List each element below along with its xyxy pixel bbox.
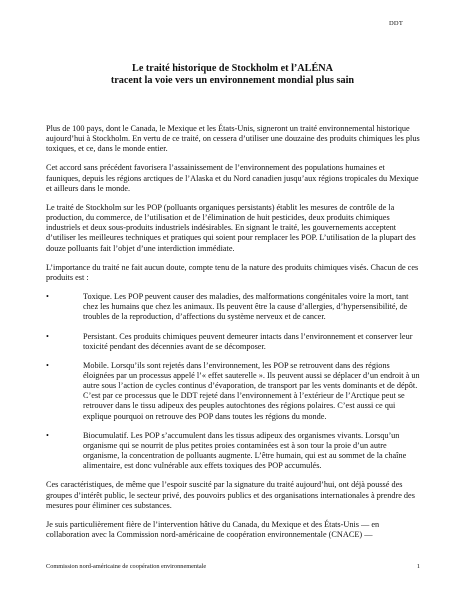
bullet-icon: • <box>46 430 49 440</box>
document-code: DDT <box>389 20 403 27</box>
page-number: 1 <box>416 563 420 570</box>
page-footer <box>46 563 420 570</box>
document-title <box>0 63 465 87</box>
title-line-2: tracent la voie vers un environnement mondial plus sain <box>110 75 355 86</box>
list-item-text: Biocumulatif. Les POP s’accumulent dans les tissus adipeux des organismes vivants. Lorsqu’un organisme qui se nourrit de plus petites proies contaminées est à son tour la proie d’un autre organisme, la concentration de polluants augmente. L’être humain, qui est au sommet de la chaîne alimentaire, est donc vulnérable aux effets toxiques des POP accumulés. <box>83 430 407 471</box>
list-item-text: Mobile. Lorsqu’ils sont rejetés dans l’environnement, les POP se retrouvent dans des régions éloignées par un processus appelé l’« effet sauterelle ». Ils peuvent aussi se déplacer d’un endroit à un autre sous l’action de cycles continus d’évaporation, de transport par les vents dominants et de dépôt. C’est par ce processus que le DDT rejeté dans l’environnement à l’extérieur de l’Arctique peut se retrouver dans le tissu adipeux des peuples autochtones des régions polaires. C’est aussi ce qui explique pourquoi on retrouve des POP dans toutes les régions du monde. <box>83 360 420 421</box>
paragraph-intervention: Je suis particulièrement fière de l’intervention hâtive du Canada, du Mexique et des États-Unis — en collaboration avec la Commission nord-américaine de coopération environnementale (CNACE) — <box>46 519 380 539</box>
list-item-toxic <box>46 292 420 322</box>
paragraph-treaty-measures: Le traité de Stockholm sur les POP (polluants organiques persistants) établit les mesures de contrôle de la production, du commerce, de l’utilisation et de l’élimination de huit pesticides, deux produits chimiques industriels et deux sous-produits industriels indésirables. En signant le traité, les gouvernements acceptent d’utiliser les meilleures techniques et pratiques qui soient pour remplacer les POP. L’utilisation de la plupart des douze polluants fait l’objet d’une interdiction immédiate. <box>46 202 416 253</box>
paragraph-characteristics: Ces caractéristiques, de même que l’espoir suscité par la signature du traité aujourd’hui, ont déjà poussé des groupes d’intérêt public, le secteur privé, des pouvoirs publics et des organisations internationales à prendre des mesures pour éliminer ces substances. <box>46 480 415 510</box>
paragraph-intro: Plus de 100 pays, dont le Canada, le Mexique et les États-Unis, signeront un traité environnemental historique aujourd’hui à Stockholm. En vertu de ce traité, on cessera d’utiliser une douzaine des produits chimiques les plus toxiques, et ce, dans le monde entier. <box>46 124 420 154</box>
bullet-icon: • <box>46 331 49 341</box>
paragraph-accord: Cet accord sans précédent favorisera l’assainissement de l’environnement des populations humaines et fauniques, depuis les régions arctiques de l’Alaska et du Nord canadien jusqu’aux régions tropicales du Mexique et ailleurs dans le monde. <box>46 163 419 193</box>
chemical-properties-list <box>46 292 420 471</box>
footer-organization: Commission nord-américaine de coopération environnementale <box>46 563 207 570</box>
bullet-icon: • <box>46 292 49 302</box>
bullet-icon: • <box>46 360 49 370</box>
list-item-text: Persistant. Ces produits chimiques peuvent demeurer intacts dans l’environnement et conserver leur toxicité pendant des décennies avant de se décomposer. <box>83 331 413 351</box>
paragraph-importance: L’importance du traité ne fait aucun doute, compte tenu de la nature des produits chimiques visés. Chacun de ces produits est : <box>46 262 419 282</box>
list-item-bioaccumulative <box>46 431 420 472</box>
title-line-1: Le traité historique de Stockholm et l’ALÉNA <box>132 63 333 74</box>
list-item-text: Toxique. Les POP peuvent causer des maladies, des malformations congénitales voire la mort, tant chez les humains que chez les animaux. Ils peuvent être la cause d’allergies, d’hypersensibilité, de troubles de la reproduction, d’affections du système nerveux et de cancer. <box>83 292 409 322</box>
document-body <box>46 124 420 549</box>
list-item-persistent <box>46 332 420 352</box>
list-item-mobile <box>46 361 420 422</box>
